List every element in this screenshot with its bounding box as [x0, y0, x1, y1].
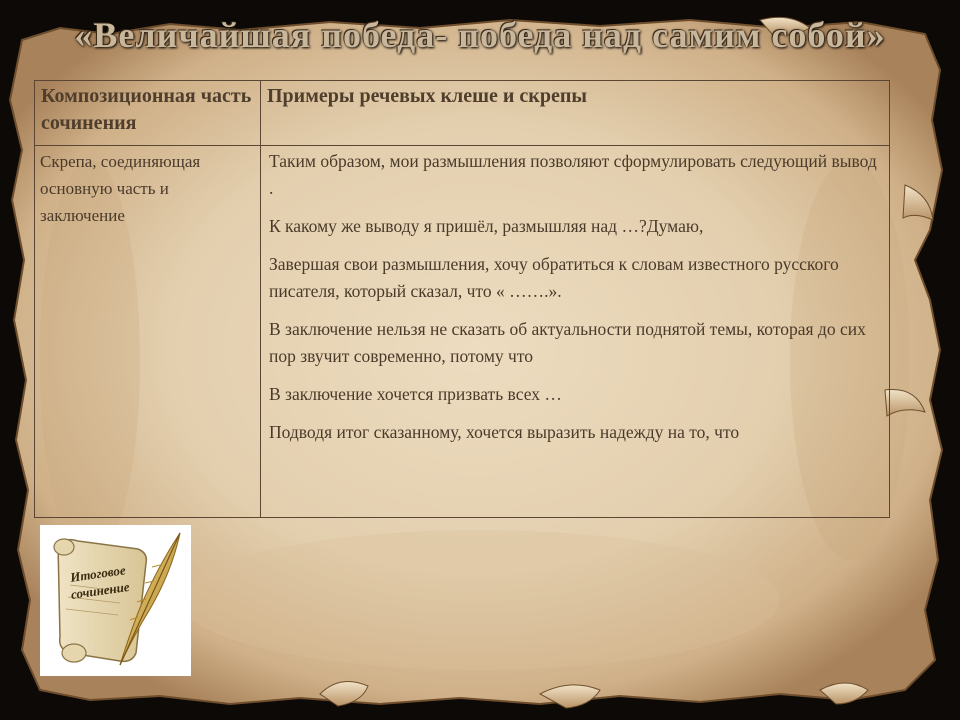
- table-row: [35, 146, 890, 518]
- example-line: Подводя итог сказанному, хочется выразить надежду на то, что: [269, 422, 740, 442]
- content-table: [34, 80, 890, 518]
- slide-title: «Величайшая победа- победа над самим собой»: [74, 15, 886, 55]
- example-line: Таким образом, мои размышления позволяют сформулировать следующий вывод .: [269, 151, 877, 198]
- table-header-row: [35, 81, 890, 146]
- logo-text: Итоговое сочинение: [69, 562, 131, 602]
- example-line: К какому же выводу я пришёл, размышляя над …?Думаю,: [269, 216, 704, 236]
- cell-examples: [261, 146, 890, 518]
- example-line: В заключение хочется призвать всех …: [269, 384, 562, 404]
- example-line: Завершая свои размышления, хочу обратиться к словам известного русского писателя, который сказал, что « …….».: [269, 254, 839, 301]
- final-essay-logo: [40, 525, 191, 676]
- example-line: В заключение нельзя не сказать об актуальности поднятой темы, которая до сих пор звучит современно, потому что: [269, 319, 866, 366]
- header-composition-part: Композиционная часть сочинения: [35, 81, 261, 146]
- cell-part: Скрепа, соединяющая основную часть и заключение: [35, 146, 261, 518]
- header-examples: Примеры речевых клеше и скрепы: [261, 81, 890, 146]
